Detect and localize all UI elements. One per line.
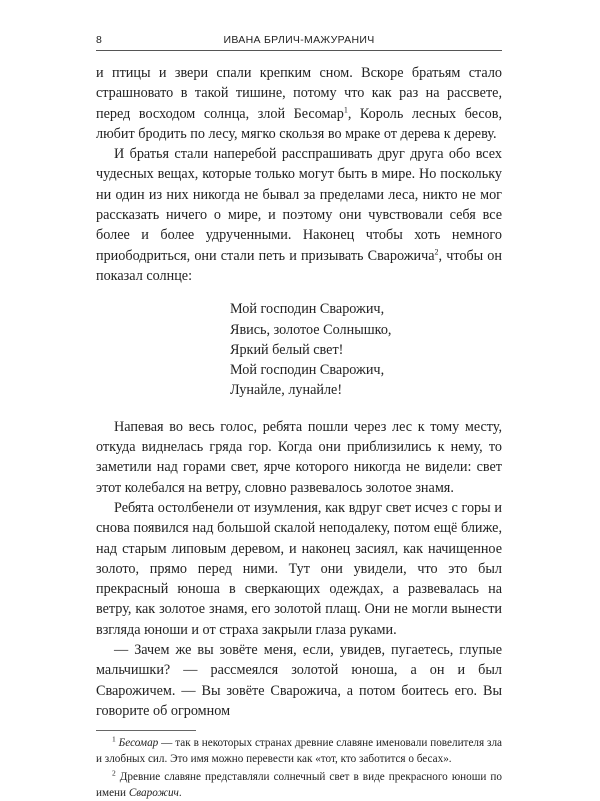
footnote-marker: 2: [112, 768, 116, 778]
footnote-2: [96, 770, 502, 801]
footnote-divider: [96, 730, 196, 731]
paragraph-3: Напевая во весь голос, ребята пошли через лес к тому месту, откуда виднелась гряда гор. Когда они приблизились к нему, то заметили над горами свет, ярче которого никогда не видели: свет этот колебался на ветру, словно развевалось золотое знамя.: [96, 418, 502, 496]
paragraph-4: Ребята остолбенели от изумления, как вдруг свет исчез с горы и снова появился над большой скалой неподалеку, потом ещё ближе, над старым липовым деревом, и наконец засиял, как начищенное золото, прямо перед ними. Тут они увидели, что это был прекрасный юноша в сверкающих одеждах, а развевалась на ветру, как золотое знамя, его золотой плащ. Они не могли вынести взгляда юноши и от страха закрыли глаза руками.: [96, 499, 502, 638]
book-page: [96, 30, 502, 801]
poem-line: Мой господин Сварожич,: [230, 362, 385, 379]
paragraph-2-text-a: И братья стали наперебой расспрашивать друг друга обо всех чудесных вещах, которые только могут быть в мире. Но поскольку ни один из них никогда не бывал за пределами леса, никто не мог рассказать ничего о мире, и поэтому они чувствовали себя все более и более удрученными. Наконец чтобы хоть немного приободриться, они стали петь и призывать Сварожича: [96, 146, 502, 264]
footnote-1: [96, 736, 502, 767]
footnote-text: — так в некоторых странах древние славяне именовали повелителя зла и злобных сил. Это имя можно перевести как «тот, кто заботится о бесах».: [96, 737, 502, 765]
footnote-marker: 1: [112, 734, 116, 744]
running-header: [96, 30, 502, 51]
footnote-text: Древние славяне представляли солнечный свет в виде прекрасного юноши по имени: [96, 771, 502, 799]
body-text-continued: [96, 417, 502, 721]
paragraph-2: [96, 144, 502, 286]
paragraph-1: [96, 63, 502, 144]
poem-line: Мой господин Сварожич,: [230, 301, 385, 318]
poem-stanza: [96, 299, 502, 400]
running-title: ИВАНА БРЛИЧ-МАЖУРАНИЧ: [223, 34, 375, 46]
paragraph-2-text-b: , чтобы он показал солнце:: [96, 247, 502, 284]
footnotes: [96, 736, 502, 801]
paragraph-1-text-b: , Король лесных бесов, любит бродить по лесу, мягко скользя во мраке от дерева к дереву.: [96, 105, 503, 142]
body-text: [96, 63, 502, 286]
paragraph-1-text-a: и птицы и звери спали крепким сном. Вскоре братьям стало страшновато в такой тишине, потому что как раз на рассвете, перед восходом солнца, злой Бесомар: [96, 65, 502, 122]
footnote-term: Сварожич: [128, 786, 179, 799]
footnote-ref-2: 2: [434, 246, 439, 256]
footnote-ref-1: 1: [343, 104, 348, 114]
poem-line: Лунайле, лунайле!: [230, 382, 343, 399]
paragraph-5: — Зачем же вы зовёте меня, если, увидев, пугаетесь, глупые мальчишки? — рассмеялся золотой юноша, а он и был Сварожичем. — Вы зовёте Сварожича, а потом боитесь его. Вы говорите об огромном: [96, 642, 502, 719]
poem-line: Яркий белый свет!: [230, 341, 344, 358]
footnote-text-end: .: [178, 786, 182, 799]
footnote-term: Бесомар: [118, 737, 159, 750]
page-number: 8: [96, 34, 103, 46]
poem-line: Явись, золотое Солнышко,: [230, 321, 392, 338]
